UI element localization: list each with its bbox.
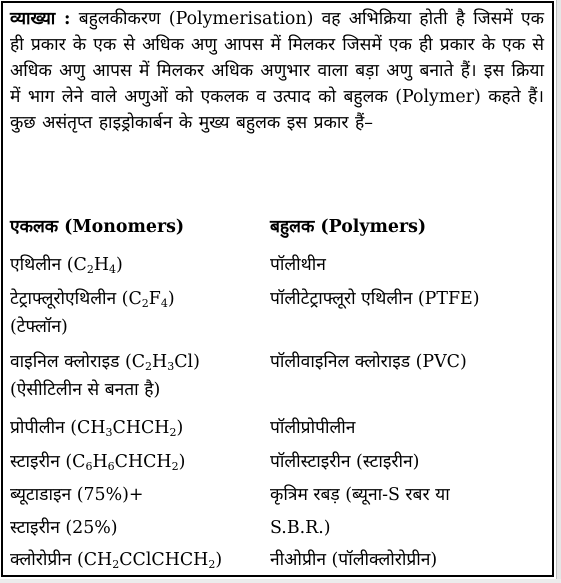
window-bottom-edge [0, 579, 561, 583]
monomer-butadiene: ब्यूटाडाइन (75%)+ [10, 485, 144, 505]
polymer-polypropylene: पॉलीप्रोपीलीन [270, 418, 356, 438]
monomer-tfe: टेट्राफ्लूरोएथिलीन $(C_2F_4)$ [10, 289, 175, 310]
polymers-header: बहुलक (Polymers) [270, 217, 427, 237]
monomers-header: एकलक (Monomers) [10, 217, 185, 237]
explanation-paragraph [10, 6, 544, 136]
monomer-vinyl-chloride-note: (ऐसीटिलीन से बनता है) [10, 380, 161, 400]
polymer-sbr: S.B.R.) [270, 518, 331, 538]
polymer-pvc: पॉलीवाइनिल क्लोराइड (PVC) [270, 352, 467, 372]
polymer-synthetic-rubber: कृत्रिम रबड़ (ब्यूना-S रबर या [270, 485, 450, 505]
monomer-tfe-note: (टेफ्लॉन) [10, 317, 68, 337]
monomer-ethylene: एथिलीन $(C_2H_4)$ [10, 255, 123, 276]
explanation-text: बहुलकीकरण (Polymerisation) वह अभिक्रिया होती है जिसमें एक ही प्रकार के एक से अधिक अणु आपस में मिलकर जिसमें एक ही प्रकार के एक से अधिक अणु आपस में मिलकर अधिक अणुभार वाला बड़ा अणु बनाते हैं। इस क्रिया में भाग लेने वाले अणुओं को एकलक व उत्पाद को बहुलक (Polymer) कहते हैं। कुछ असंतृप्त हाइड्रोकार्बन के मुख्य बहुलक इस प्रकार हैं– [10, 9, 545, 133]
polymer-ptfe: पॉलीटेट्राफ्लूरो एथिलीन (PTFE) [270, 289, 480, 309]
monomer-vinyl-chloride: वाइनिल क्लोराइड $(C_2H_3Cl)$ [10, 352, 200, 373]
polymer-ethylene: पॉलीथीन [270, 255, 326, 275]
scrollbar-track[interactable] [556, 0, 561, 583]
monomer-styrene: स्टाइरीन $(C_6H_6CHCH_2)$ [10, 452, 186, 473]
monomer-styrene-share: स्टाइरीन (25%) [10, 518, 118, 538]
explanation-label: व्याख्या : [10, 9, 71, 29]
polymer-neoprene: नीओप्रीन (पॉलीक्लोरोप्रीन) [270, 550, 438, 570]
polymer-polystyrene: पॉलीस्टाइरीन (स्टाइरीन) [270, 452, 420, 472]
monomer-chloroprene: क्लोरोप्रीन $(CH_2CClCHCH_2)$ [10, 550, 223, 571]
monomer-propylene: प्रोपीलीन $(CH_3CHCH_2)$ [10, 418, 184, 439]
